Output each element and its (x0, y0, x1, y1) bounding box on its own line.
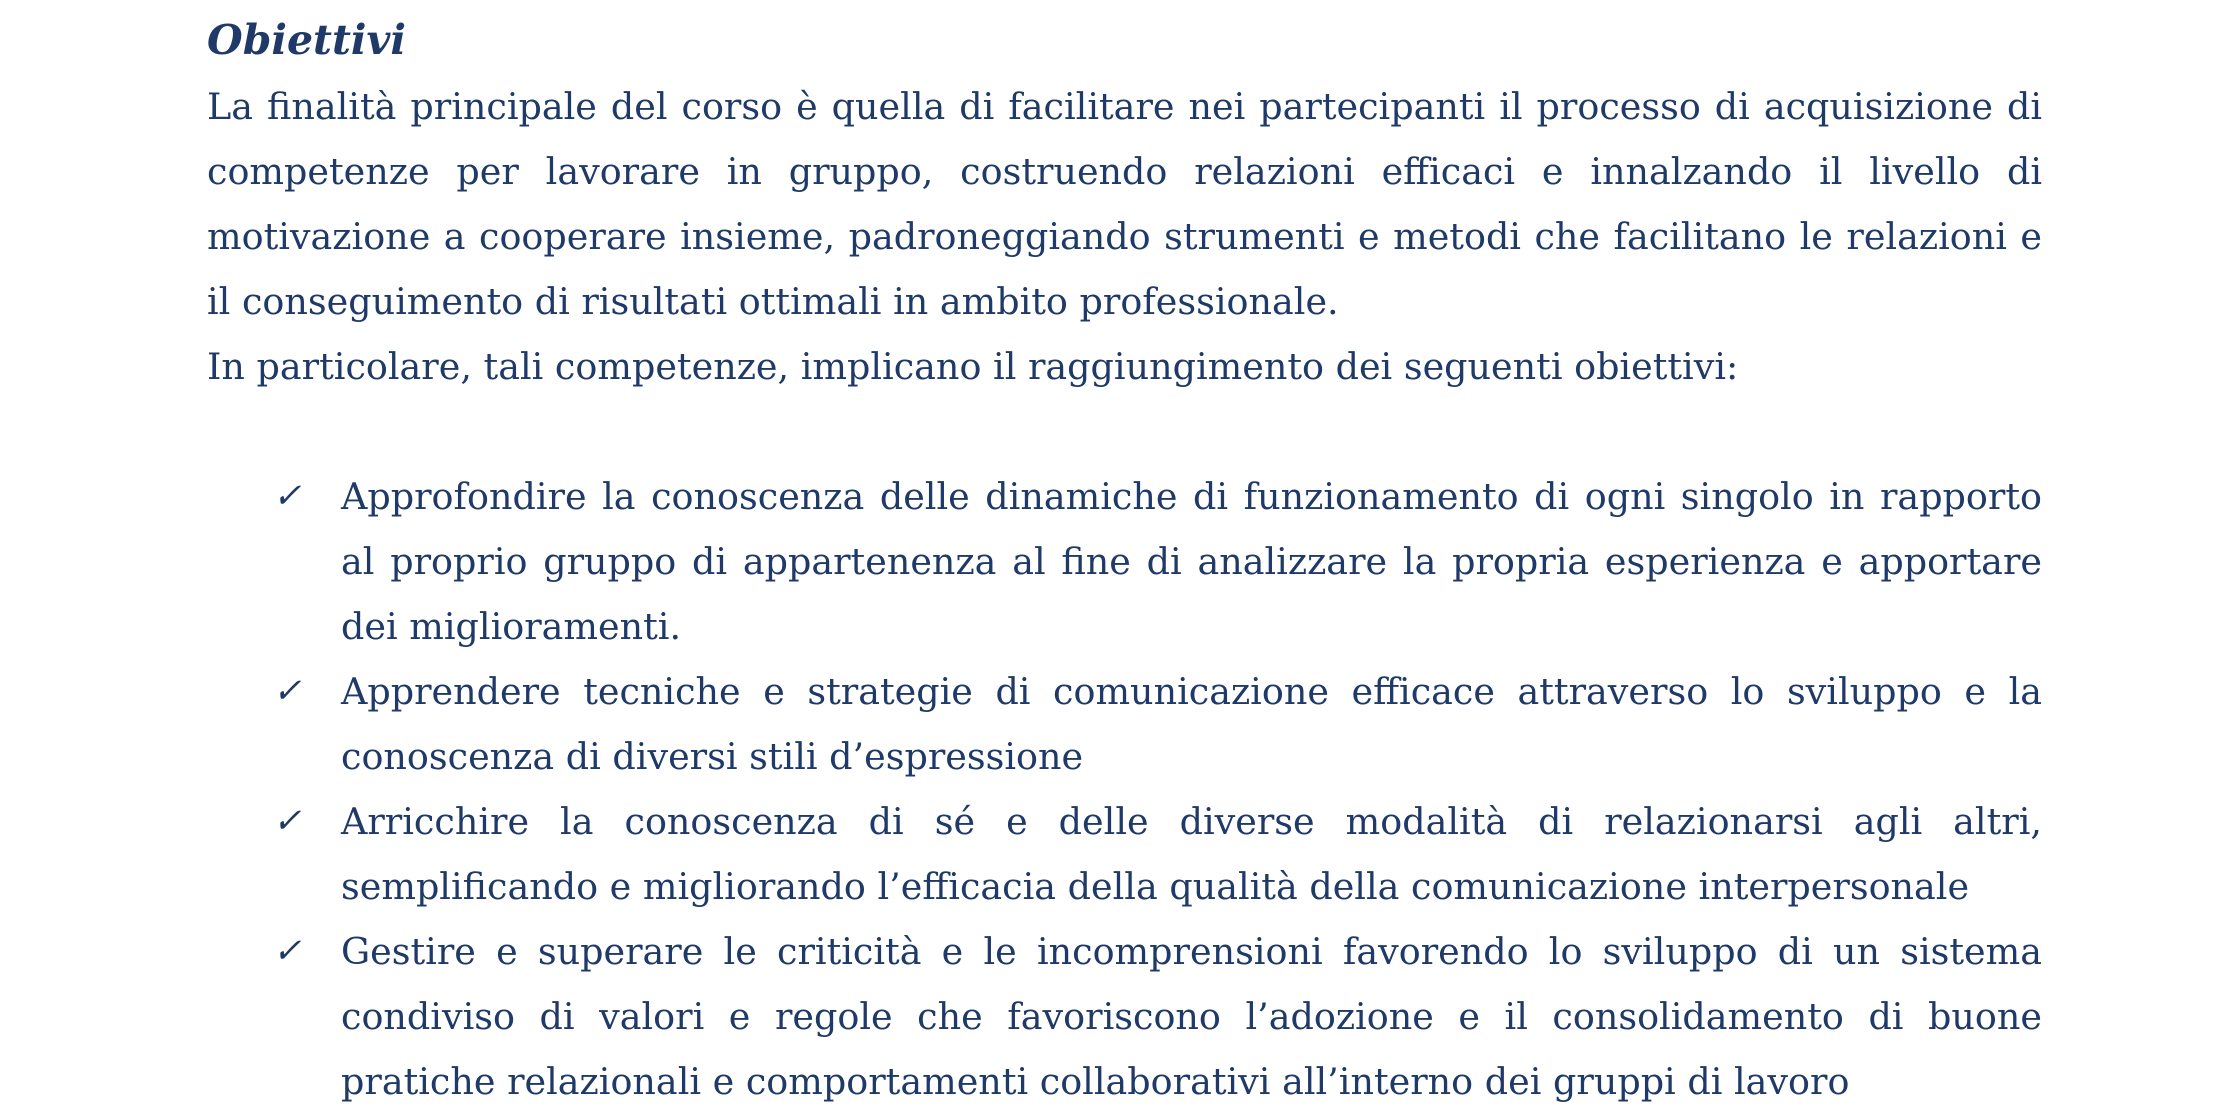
intro-paragraph: La finalità principale del corso è quella di facilitare nei partecipanti il processo di acquisizione di competenze per lavorare in gruppo, costruendo relazioni efficaci e innalzando il livello di motivazione a cooperare insieme, padroneggiando strumenti e metodi che facilitano le relazioni e il conseguimento di risultati ottimali in ambito professionale. (207, 85, 2042, 323)
checkmark-icon: ✓ (273, 671, 302, 711)
section-heading: Obiettivi (207, 16, 406, 64)
objective-text: Gestire e superare le criticità e le incomprensioni favorendo lo sviluppo di un sistema condiviso di valori e regole che favoriscono l’adozione e il consolidamento di buone pratiche relazionali e comportamenti collaborativi all’interno dei gruppi di lavoro (341, 930, 2042, 1103)
objective-text: Arricchire la conoscenza di sé e delle diverse modalità di relazionarsi agli altri, semplificando e migliorando l’efficacia della qualità della comunicazione interpersonale (341, 800, 2042, 908)
lead-in-sentence: In particolare, tali competenze, implicano il raggiungimento dei seguenti obiettivi: (207, 345, 1739, 388)
objectives-list (207, 464, 2042, 1114)
objective-text: Approfondire la conoscenza delle dinamiche di funzionamento di ogni singolo in rapporto al proprio gruppo di appartenenza al fine di analizzare la propria esperienza e apportare dei miglioramenti. (341, 475, 2042, 648)
objective-item (207, 464, 2042, 659)
checkmark-icon: ✓ (273, 801, 302, 841)
objective-text: Apprendere tecniche e strategie di comunicazione efficace attraverso lo sviluppo e la conoscenza di diversi stili d’espressione (341, 670, 2042, 778)
checkmark-icon: ✓ (273, 476, 302, 516)
objective-item (207, 789, 2042, 919)
document-page (207, 14, 2042, 1114)
objective-item (207, 659, 2042, 789)
checkmark-icon: ✓ (273, 931, 302, 971)
objective-item (207, 919, 2042, 1114)
paragraph-spacer (207, 399, 2042, 464)
